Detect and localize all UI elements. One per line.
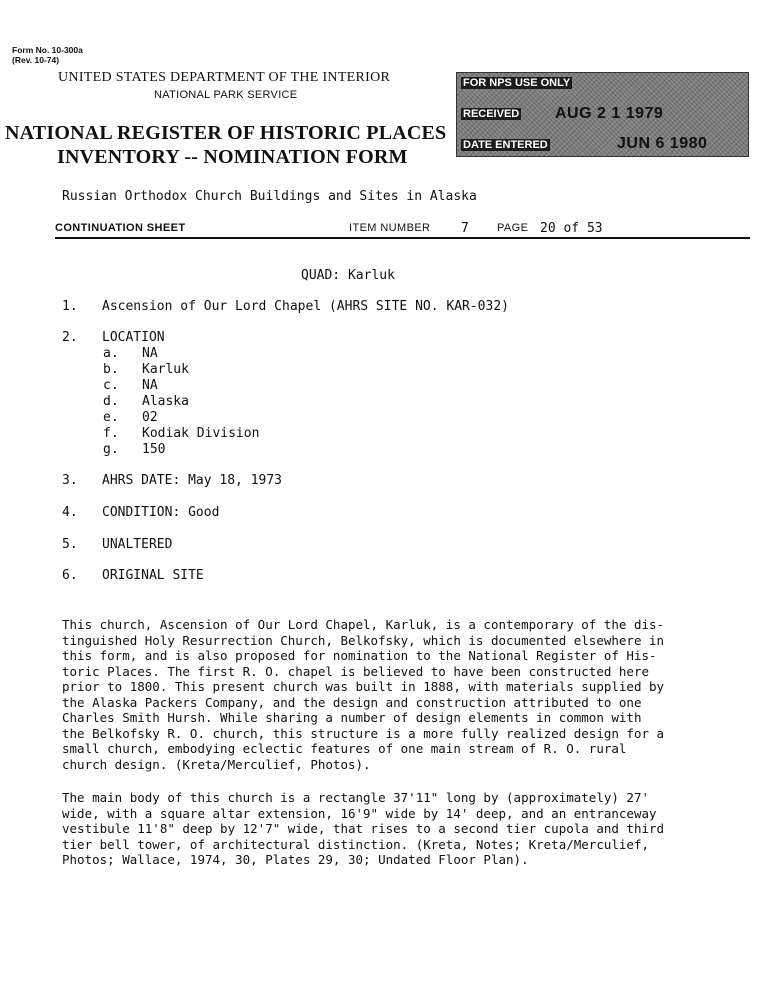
received-label: RECEIVED xyxy=(463,108,520,120)
paragraph-line: the Belkofsky R. O. church, this structure is a more fully realized design for a xyxy=(62,725,665,741)
quad-heading: QUAD: Karluk xyxy=(301,268,395,283)
paragraph-line: prior to 1800. This present church was built in 1888, with materials supplied by xyxy=(62,679,665,694)
paragraph-line: This church, Ascension of Our Lord Chapel, Karluk, is a contemporary of the dis- xyxy=(62,617,665,632)
item-text: UNALTERED xyxy=(102,537,173,552)
location-value: Alaska xyxy=(142,394,189,409)
form-number: Form No. 10-300a xyxy=(12,45,83,55)
item-number: 4. xyxy=(62,505,78,520)
paragraph-line: vestibule 11'8" deep by 12'7" wide, that rises to a second tier cupola and third xyxy=(62,821,665,836)
item-text: ORIGINAL SITE xyxy=(102,568,204,583)
location-letter: e. xyxy=(103,410,119,425)
paragraph-line: this form, and is also proposed for nomination to the National Register of His- xyxy=(62,648,657,663)
location-value: NA xyxy=(142,346,158,361)
form-title-line2: INVENTORY -- NOMINATION FORM xyxy=(57,146,408,168)
location-letter: b. xyxy=(103,362,119,377)
received-date-stamp: AUG 2 1 1979 xyxy=(555,105,664,122)
paragraph-line: The main body of this church is a rectangle 37'11" long by (approximately) 27' xyxy=(62,790,649,805)
page-value: 20 of 53 xyxy=(540,221,603,236)
paragraph-line: tinguished Holy Resurrection Church, Belkofsky, which is documented elsewhere in xyxy=(62,632,665,648)
item-number: 6. xyxy=(62,568,78,583)
paragraph-line: small church, embodying eclectic features of one main stream of R. O. rural xyxy=(62,741,627,756)
continuation-sheet-label: CONTINUATION SHEET xyxy=(55,222,186,234)
paragraph-line: wide, with a square altar extension, 16'9" wide by 14' deep, and an entranceway xyxy=(62,805,657,821)
date-entered-label: DATE ENTERED xyxy=(463,139,548,151)
item-number-label: ITEM NUMBER xyxy=(349,222,431,234)
item-number: 3. xyxy=(62,473,78,488)
location-value: 02 xyxy=(142,410,158,425)
location-letter: c. xyxy=(103,378,119,393)
paragraph-line: church design. (Kreta/Merculief, Photos). xyxy=(62,756,371,772)
form-title-line1: NATIONAL REGISTER OF HISTORIC PLACES xyxy=(5,122,447,144)
paragraph-line: toric Places. The first R. O. chapel is believed to have been constructed here xyxy=(62,663,649,679)
page-label: PAGE xyxy=(497,222,529,234)
location-letter: a. xyxy=(103,346,119,361)
location-value: Karluk xyxy=(142,362,189,377)
nps-use-box xyxy=(456,72,749,157)
location-letter: f. xyxy=(103,426,119,441)
item-text: CONDITION: Good xyxy=(102,505,220,520)
item-text: Ascension of Our Lord Chapel (AHRS SITE NO. KAR-032) xyxy=(102,299,509,314)
item-text: AHRS DATE: May 18, 1973 xyxy=(102,473,283,488)
item-number-value: 7 xyxy=(461,221,469,236)
nps-use-header: FOR NPS USE ONLY xyxy=(463,77,571,89)
paragraph-line: Photos; Wallace, 1974, 30, Plates 29, 30; Undated Floor Plan). xyxy=(62,852,529,867)
department-name: UNITED STATES DEPARTMENT OF THE INTERIOR xyxy=(58,70,391,85)
paragraph-line: the Alaska Packers Company, and the design and construction attributed to one xyxy=(62,694,642,710)
location-value: 150 xyxy=(142,442,166,457)
entered-date-stamp: JUN 6 1980 xyxy=(617,135,708,152)
location-letter: d. xyxy=(103,394,119,409)
item-number: 1. xyxy=(62,299,78,314)
location-value: Kodiak Division xyxy=(142,426,260,441)
paragraph-line: tier bell tower, of architectural distinction. (Kreta, Notes; Kreta/Merculief, xyxy=(62,836,649,852)
document-subject: Russian Orthodox Church Buildings and Sites in Alaska xyxy=(62,189,477,204)
item-text: LOCATION xyxy=(102,330,165,345)
service-name: NATIONAL PARK SERVICE xyxy=(154,89,298,101)
location-value: NA xyxy=(142,378,158,393)
paragraph-line: Charles Smith Hursh. While sharing a number of design elements in common with xyxy=(62,710,642,725)
form-revision: (Rev. 10-74) xyxy=(12,55,60,65)
item-number: 5. xyxy=(62,537,78,552)
header-rule xyxy=(55,237,750,239)
item-number: 2. xyxy=(62,330,78,345)
narrative-paragraph-1 xyxy=(62,617,722,772)
location-letter: g. xyxy=(103,442,119,457)
narrative-paragraph-2 xyxy=(62,790,722,868)
